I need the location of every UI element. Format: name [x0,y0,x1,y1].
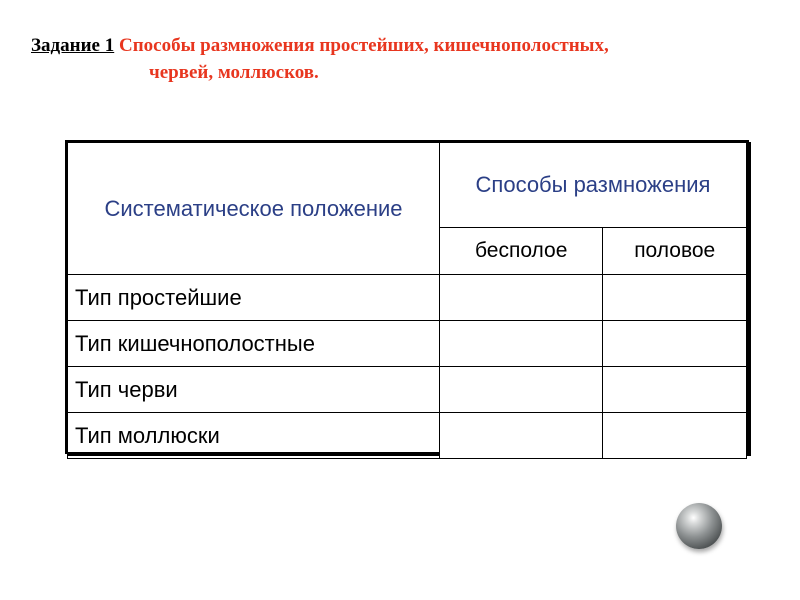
header-systematic-position: Систематическое положение [68,143,440,275]
row-label: Тип черви [68,367,440,413]
sphere-nav-icon[interactable] [676,503,722,549]
cell-sexual[interactable] [603,413,747,459]
cell-sexual[interactable] [603,367,747,413]
row-label: Тип кишечнополостные [68,321,440,367]
header-asexual: бесполое [440,228,603,275]
table-row [68,275,747,321]
task-title-line2: червей, моллюсков. [149,62,319,83]
task-heading [31,32,609,59]
header-reproduction-methods: Способы размножения [440,143,747,228]
row-label: Тип простейшие [68,275,440,321]
cell-sexual[interactable] [603,275,747,321]
row-label: Тип моллюски [68,413,440,459]
task-title-line1: Способы размножения простейших, кишечнополостных, [118,35,609,56]
reproduction-table [65,140,749,454]
cell-asexual[interactable] [440,275,603,321]
task-label: Задание 1 [31,35,115,56]
cell-asexual[interactable] [440,321,603,367]
header-sexual: половое [603,228,747,275]
table-row [68,367,747,413]
cell-asexual[interactable] [440,413,603,459]
table-row [68,413,747,459]
table-row [68,321,747,367]
cell-sexual[interactable] [603,321,747,367]
cell-asexual[interactable] [440,367,603,413]
